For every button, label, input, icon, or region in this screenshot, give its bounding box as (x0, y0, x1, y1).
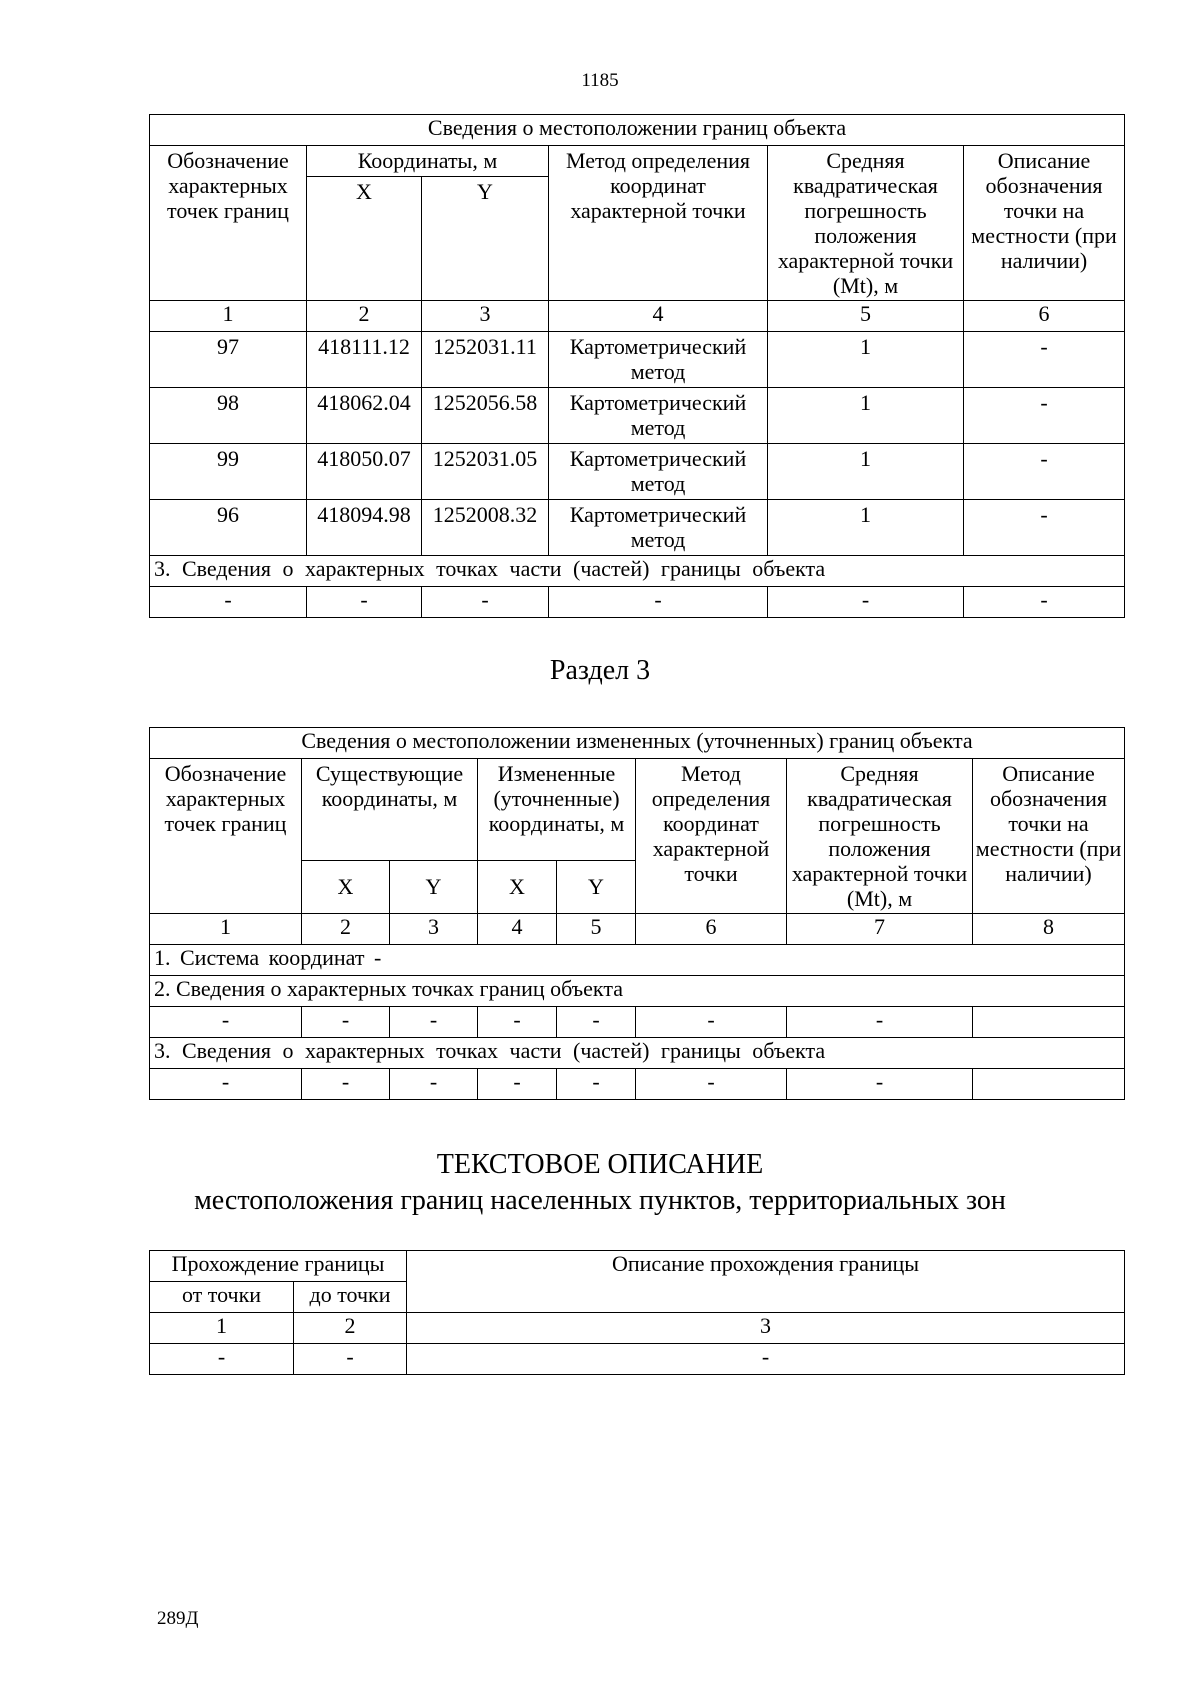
header-from: от точки (150, 1282, 294, 1313)
cell-dash: - (302, 1007, 390, 1038)
cell-error: 1 (768, 332, 964, 388)
cell-dash: - (150, 1069, 302, 1100)
cell-dash: - (422, 587, 549, 618)
col-number: 4 (478, 914, 557, 945)
cell-y: 1252056.58 (422, 388, 549, 444)
cell-y: 1252031.05 (422, 444, 549, 500)
cell-empty (973, 1069, 1125, 1100)
col-number: 3 (390, 914, 478, 945)
header-to: до точки (294, 1282, 407, 1313)
section-row-coordinate-system: 1. Система координат - (150, 945, 1125, 976)
cell-method: Картометрический метод (549, 444, 768, 500)
cell-dash: - (407, 1344, 1125, 1375)
cell-x: 418094.98 (307, 500, 422, 556)
col-number: 2 (294, 1313, 407, 1344)
cell-dash: - (307, 587, 422, 618)
cell-x: 418111.12 (307, 332, 422, 388)
col-number: 6 (964, 301, 1125, 332)
header-coords: Координаты, м (307, 146, 549, 177)
col-number: 5 (768, 301, 964, 332)
cell-dash: - (768, 587, 964, 618)
header-error: Средняя квадратическая погрешность положения характерной точки (Mt), м (787, 759, 973, 914)
header-y: Y (422, 177, 549, 301)
cell-dash: - (150, 587, 307, 618)
cell-error: 1 (768, 388, 964, 444)
header-existing-y: Y (390, 860, 478, 913)
table-row (150, 587, 1125, 618)
cell-dash: - (390, 1069, 478, 1100)
cell-method: Картометрический метод (549, 500, 768, 556)
col-number: 8 (973, 914, 1125, 945)
cell-dash: - (557, 1069, 636, 1100)
boundary-location-table (149, 114, 1125, 618)
footer-code: 289Д (157, 1608, 199, 1629)
col-number: 7 (787, 914, 973, 945)
section-row-points: 2. Сведения о характерных точках границ объекта (150, 976, 1125, 1007)
section-row-parts: 3. Сведения о характерных точках части (частей) границы объекта (150, 556, 1125, 587)
column-numbers-row (150, 1313, 1125, 1344)
cell-error: 1 (768, 500, 964, 556)
col-number: 2 (307, 301, 422, 332)
text-title-line2: местоположения границ населенных пунктов, территориальных зон (194, 1185, 1006, 1216)
cell-dash: - (964, 587, 1125, 618)
cell-error: 1 (768, 444, 964, 500)
cell-method: Картометрический метод (549, 388, 768, 444)
header-method: Метод определения координат характерной точки (549, 146, 768, 301)
section-row-parts: 3. Сведения о характерных точках части (частей) границы объекта (150, 1038, 1125, 1069)
header-changed-x: X (478, 860, 557, 913)
cell-dash: - (150, 1344, 294, 1375)
text-title-line1: ТЕКСТОВОЕ ОПИСАНИЕ (436, 1149, 764, 1180)
cell-dash: - (636, 1007, 787, 1038)
column-numbers-row (150, 914, 1125, 945)
cell-x: 418062.04 (307, 388, 422, 444)
header-existing-x: X (302, 860, 390, 913)
cell-y: 1252008.32 (422, 500, 549, 556)
text-description-title (0, 1147, 1200, 1219)
table-row (150, 500, 1125, 556)
col-number: 3 (407, 1313, 1125, 1344)
cell-y: 1252031.11 (422, 332, 549, 388)
cell-x: 418050.07 (307, 444, 422, 500)
boundary-passage-table (149, 1250, 1125, 1375)
col-number: 4 (549, 301, 768, 332)
header-error: Средняя квадратическая погрешность положения характерной точки (Mt), м (768, 146, 964, 301)
cell-dash: - (478, 1007, 557, 1038)
header-points: Обозначение характерных точек границ (150, 146, 307, 301)
col-number: 1 (150, 1313, 294, 1344)
page-number: 1185 (581, 70, 619, 91)
cell-desc: - (964, 332, 1125, 388)
cell-dash: - (636, 1069, 787, 1100)
cell-dash: - (294, 1344, 407, 1375)
cell-dash: - (478, 1069, 557, 1100)
changed-boundaries-table (149, 727, 1125, 1100)
header-changed-y: Y (557, 860, 636, 913)
cell-point: 96 (150, 500, 307, 556)
col-number: 3 (422, 301, 549, 332)
cell-dash: - (150, 1007, 302, 1038)
header-passage: Прохождение границы (150, 1251, 407, 1282)
col-number: 1 (150, 914, 302, 945)
col-number: 6 (636, 914, 787, 945)
column-numbers-row (150, 301, 1125, 332)
header-existing: Существующие координаты, м (302, 759, 478, 861)
col-number: 1 (150, 301, 307, 332)
cell-dash: - (302, 1069, 390, 1100)
cell-method: Картометрический метод (549, 332, 768, 388)
header-passage-description: Описание прохождения границы (407, 1251, 1125, 1313)
header-changed: Измененные (уточненные) координаты, м (478, 759, 636, 861)
cell-desc: - (964, 500, 1125, 556)
table-row (150, 1344, 1125, 1375)
header-description: Описание обозначения точки на местности (при наличии) (973, 759, 1125, 914)
header-description: Описание обозначения точки на местности (при наличии) (964, 146, 1125, 301)
table-row (150, 332, 1125, 388)
section-title: Раздел 3 (549, 655, 651, 686)
cell-dash: - (549, 587, 768, 618)
cell-desc: - (964, 444, 1125, 500)
table-row (150, 1007, 1125, 1038)
header-method: Метод определения координат характерной точки (636, 759, 787, 914)
table-caption: Сведения о местоположении границ объекта (150, 115, 1125, 146)
cell-dash: - (557, 1007, 636, 1038)
cell-dash: - (390, 1007, 478, 1038)
cell-dash: - (787, 1069, 973, 1100)
table-row (150, 444, 1125, 500)
header-points: Обозначение характерных точек границ (150, 759, 302, 914)
col-number: 2 (302, 914, 390, 945)
cell-point: 98 (150, 388, 307, 444)
cell-point: 99 (150, 444, 307, 500)
table-row (150, 388, 1125, 444)
cell-dash: - (787, 1007, 973, 1038)
cell-empty (973, 1007, 1125, 1038)
table-caption: Сведения о местоположении измененных (уточненных) границ объекта (150, 728, 1125, 759)
cell-point: 97 (150, 332, 307, 388)
table-row (150, 1069, 1125, 1100)
header-x: X (307, 177, 422, 301)
cell-desc: - (964, 388, 1125, 444)
col-number: 5 (557, 914, 636, 945)
